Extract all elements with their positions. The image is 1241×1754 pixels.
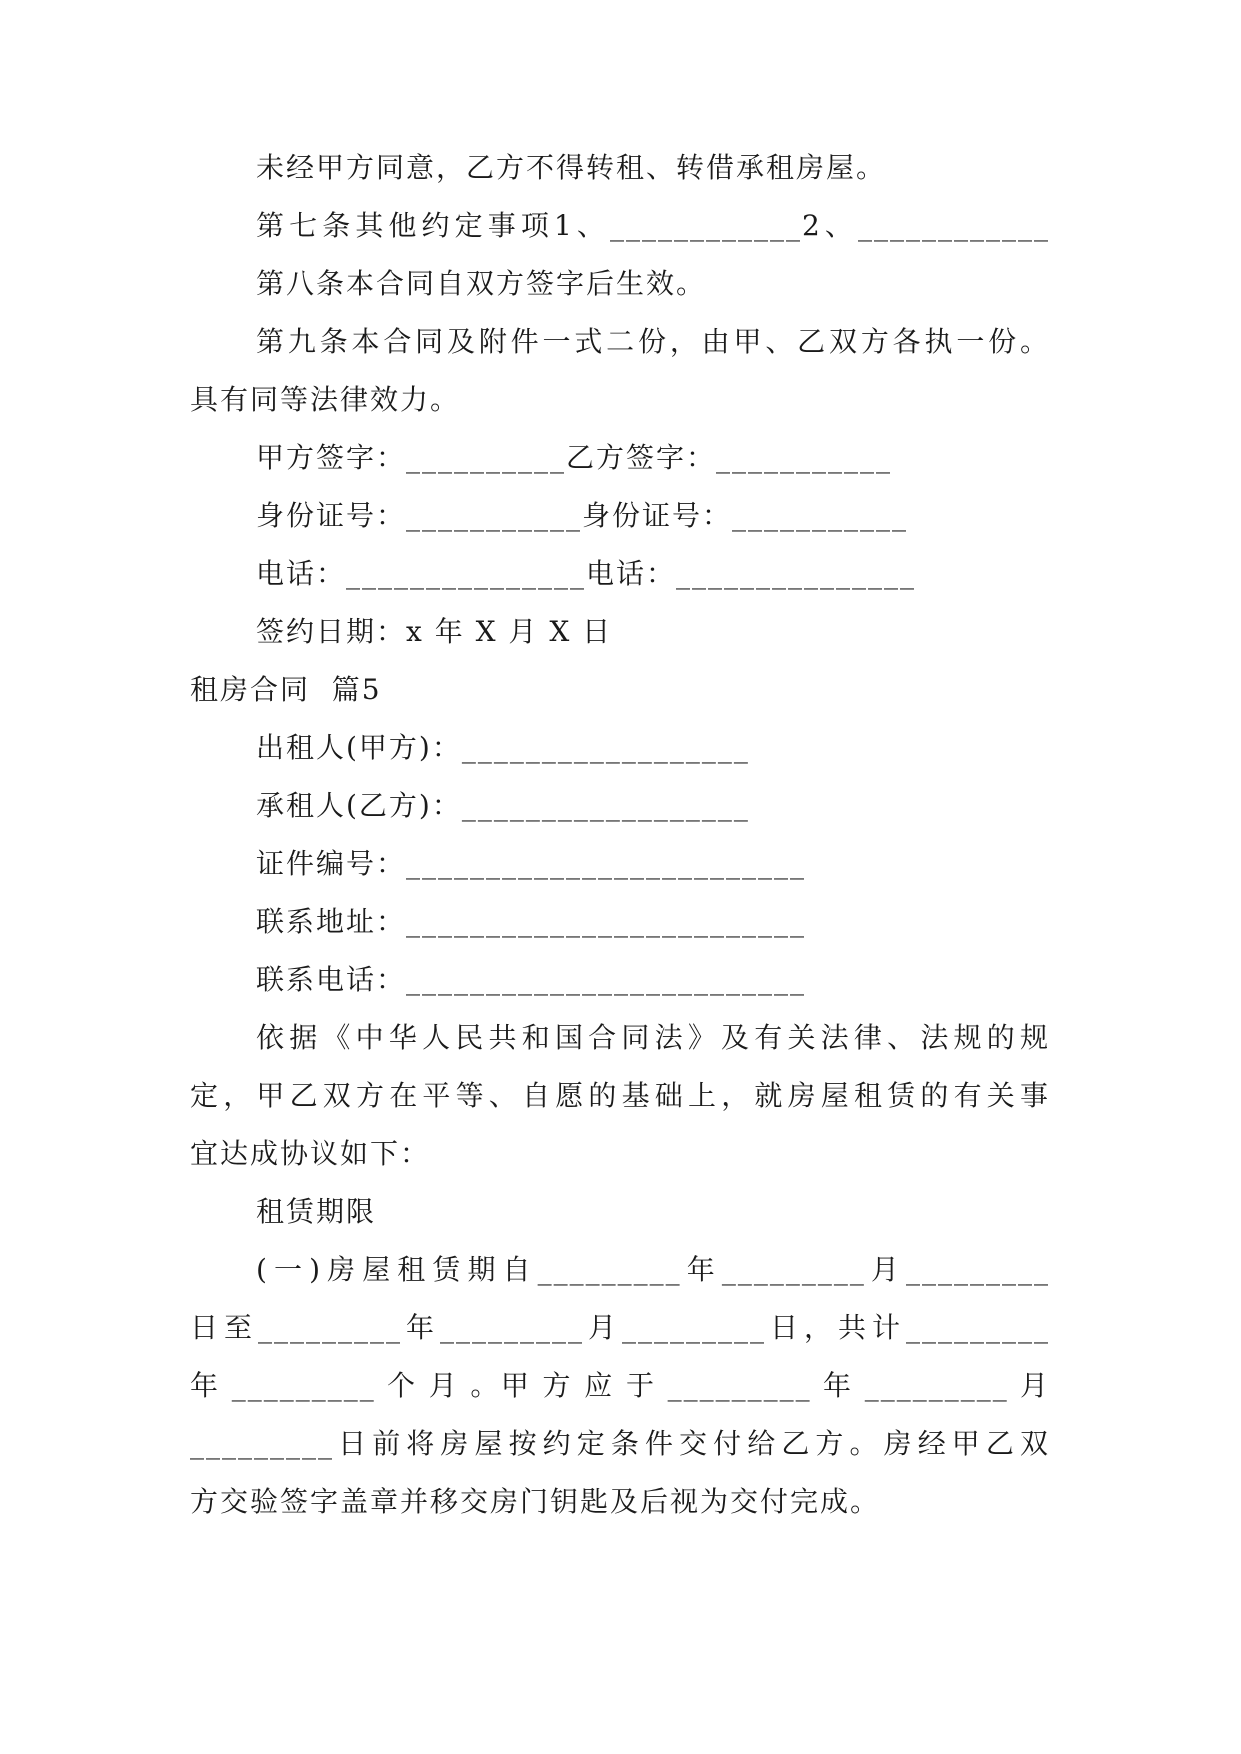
- text-line: 方交验签字盖章并移交房门钥匙及后视为交付完成。: [190, 1485, 881, 1518]
- text-line: 联系地址：_________________________: [256, 905, 807, 938]
- subheading: 租赁期限: [256, 1195, 377, 1228]
- text-line: 联系电话：_________________________: [256, 963, 807, 996]
- text-line: 年 _________ 个 月 。甲 方 应 于 _________ 年 _________ 月: [190, 1369, 1050, 1402]
- text-line: 未经甲方同意，乙方不得转租、转借承租房屋。: [256, 151, 887, 184]
- text-line: 定，甲乙双方在平等、自愿的基础上，就房屋租赁的有关事: [190, 1079, 1050, 1112]
- text-line: 甲方签字：__________乙方签字：___________: [256, 441, 893, 474]
- text-line: 第七条其他约定事项1、____________2、____________: [256, 209, 1050, 242]
- text-line: 第九条本合同及附件一式二份，由甲、乙双方各执一份。: [256, 325, 1050, 358]
- text-line: 依据《中华人民共和国合同法》及有关法律、法规的规: [256, 1021, 1050, 1054]
- text-line: 身份证号：___________身份证号：___________: [256, 499, 909, 532]
- text-line: 证件编号：_________________________: [256, 847, 807, 880]
- text-line: 宜达成协议如下：: [190, 1137, 431, 1170]
- text-line: 签约日期：x 年 X 月 X 日: [256, 615, 613, 648]
- text-line: (一)房屋租赁期自_________年_________月_________: [256, 1253, 1050, 1286]
- text-line: 具有同等法律效力。: [190, 383, 461, 416]
- text-line: 出租人(甲方)：__________________: [256, 731, 750, 764]
- text-line: 承租人(乙方)：__________________: [256, 789, 750, 822]
- text-line: _________日前将房屋按约定条件交付给乙方。房经甲乙双: [190, 1427, 1050, 1460]
- text-line: 第八条本合同自双方签字后生效。: [256, 267, 707, 300]
- text-line: 电话：_______________电话：_______________: [256, 557, 917, 590]
- text-line: 日至_________年_________月_________日，共计_________: [190, 1311, 1050, 1344]
- section-heading: 租房合同 篇5: [190, 673, 382, 706]
